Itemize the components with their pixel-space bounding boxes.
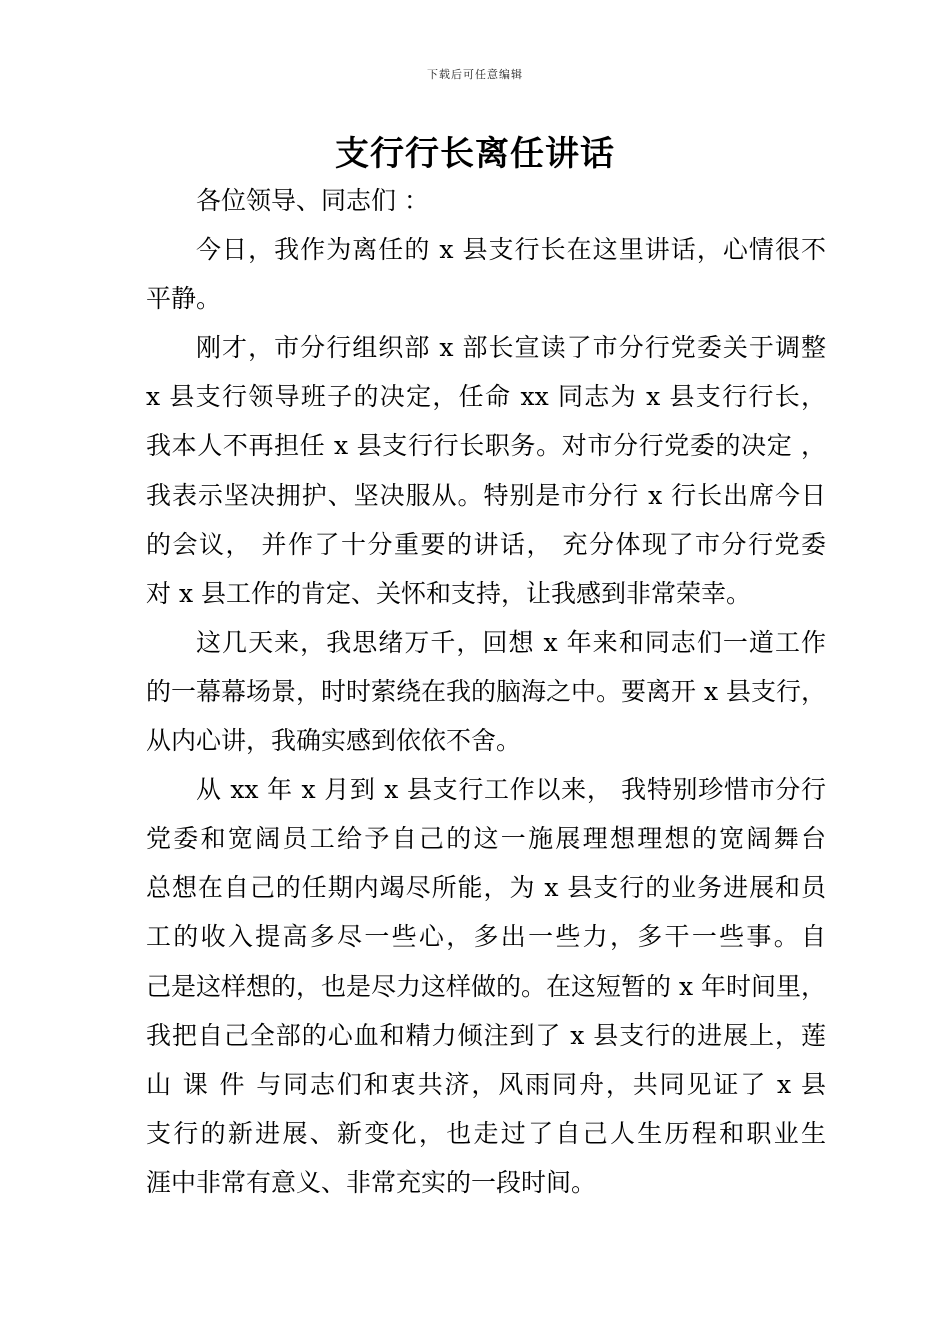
paragraph-line: 涯中非常有意义、非常充实的一段时间。 <box>146 1167 597 1197</box>
paragraph-line: 的一幕幕场景，时时萦绕在我的脑海之中。要离开 x 县支行， <box>146 676 826 706</box>
header-note: 下载后可任意编辑 <box>427 68 523 81</box>
paragraph-line: 党委和宽阔员工给予自己的这一施展理想理想的宽阔舞台 <box>146 824 826 854</box>
document-title: 支行行长离任讲话 <box>335 134 615 174</box>
paragraph-line: 总想在自己的任期内竭尽所能，为 x 县支行的业务进展和员 <box>146 873 826 903</box>
paragraph-line: 山 课 件 与同志们和衷共济，风雨同舟，共同见证了 x 县 <box>146 1069 826 1099</box>
paragraph-line: 的会议， 并作了十分重要的讲话， 充分体现了市分行党委 <box>146 529 826 559</box>
paragraph-line: 从 xx 年 x 月到 x 县支行工作以来， 我特别珍惜市分行 <box>196 775 826 805</box>
paragraph-line: 我把自己全部的心血和精力倾注到了 x 县支行的进展上，莲 <box>146 1020 826 1050</box>
paragraph-line: 从内心讲，我确实感到依依不舍。 <box>146 726 522 756</box>
paragraph-line: 今日，我作为离任的 x 县支行长在这里讲话，心情很不 <box>196 235 826 265</box>
paragraph-line: 工的收入提高多尽一些心，多出一些力，多干一些事。自 <box>146 922 826 952</box>
salutation-line: 各位领导、同志们 ： <box>196 186 429 215</box>
paragraph-line: 刚才，市分行组织部 x 部长宣读了市分行党委关于调整 <box>196 333 826 363</box>
paragraph-line: 我本人不再担任 x 县支行行长职务。对市分行党委的决定 ， <box>146 431 826 461</box>
paragraph-line: 支行的新进展、新变化，也走过了自己人生历程和职业生 <box>146 1118 826 1148</box>
paragraph-line: 平静。 <box>146 284 222 314</box>
paragraph-line: 对 x 县工作的肯定、关怀和支持，让我感到非常荣幸。 <box>146 578 751 608</box>
paragraph-line: x 县支行领导班子的决定，任命 xx 同志为 x 县支行行长， <box>146 382 826 412</box>
speech-body <box>146 176 826 1207</box>
paragraph-line: 我表示坚决拥护、坚决服从。特别是市分行 x 行长出席今日 <box>146 480 826 510</box>
paragraph-line: 己是这样想的，也是尽力这样做的。在这短暂的 x 年时间里， <box>146 971 826 1001</box>
paragraph-line: 这几天来，我思绪万千，回想 x 年来和同志们一道工作 <box>196 627 826 657</box>
